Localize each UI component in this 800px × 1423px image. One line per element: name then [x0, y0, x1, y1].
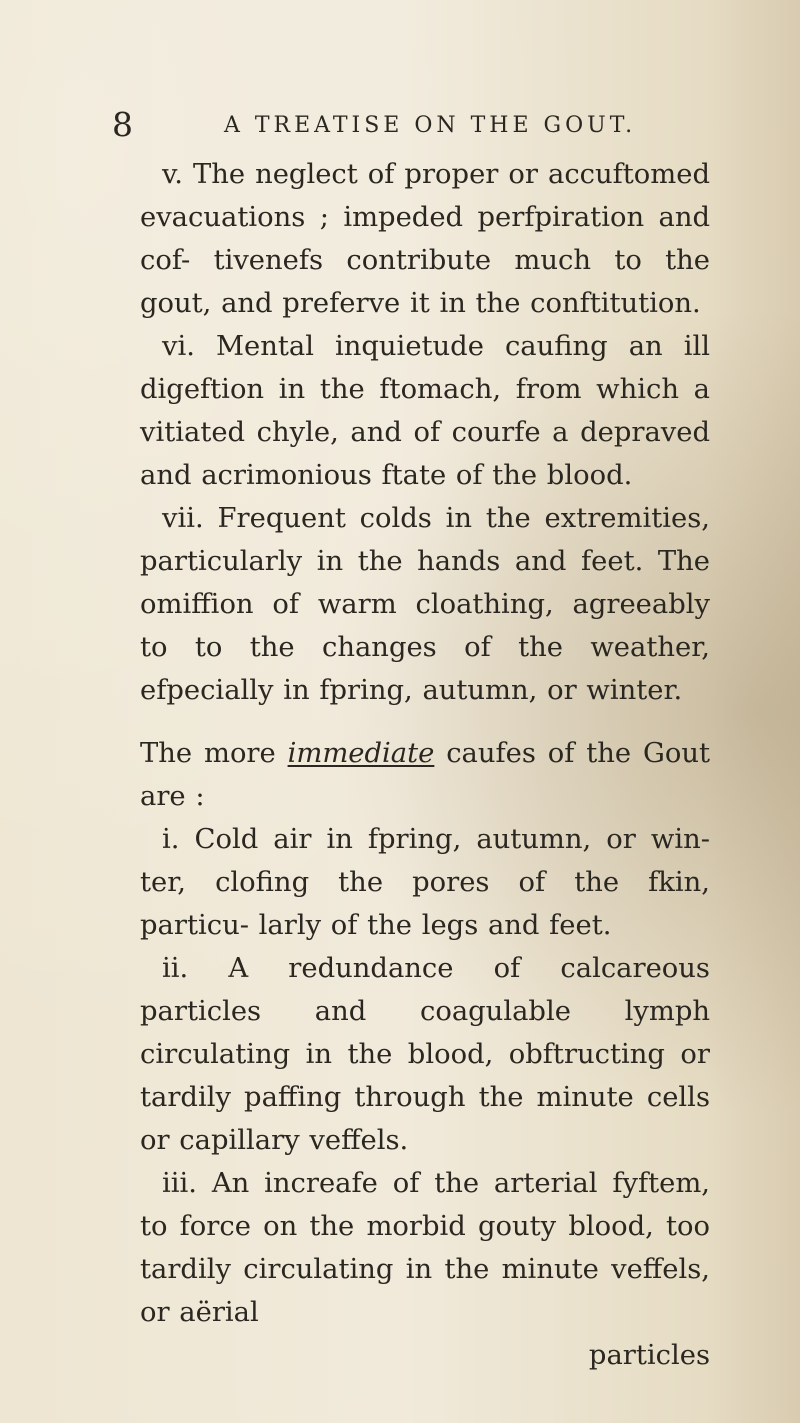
paragraph-cause-7: vii. Frequent colds in the extremities, particularly in the hands and feet. The omiffion of warm cloathing, agreeably to to the changes of the weather, efpecially in fpring, autumn, or winter. — [140, 503, 710, 706]
intro-text-before: The more — [140, 738, 288, 769]
catchword: particles — [588, 1340, 710, 1371]
page-header — [112, 105, 732, 145]
paragraph-immediate-cause-1: i. Cold air in fpring, autumn, or win- ter, clofing the pores of the fkin, particu- larly of the legs and feet. — [140, 824, 710, 941]
paragraph-immediate-causes-intro — [140, 732, 710, 818]
paragraph-cause-5: v. The neglect of proper or accuftomed evacuations ; impeded perfpiration and cof- tivenefs contribute much to the gout, and preferve it in the conftitution. — [140, 159, 710, 319]
body-text — [140, 153, 710, 1377]
paragraph-immediate-cause-2: ii. A redundance of calcareous particles and coagulable lymph circulating in the blood, obftructing or tardily paffing through the minute cells or capillary veffels. — [140, 953, 710, 1156]
page-number: 8 — [112, 105, 133, 144]
intro-text-after: caufes of the Gout are : — [140, 738, 710, 812]
paragraph-cause-6: vi. Mental inquietude caufing an ill digeftion in the ftomach, from which a vitiated chyle, and of courfe a depraved and acrimonious ftate of the blood. — [140, 331, 710, 491]
immediate-emphasis: immediate — [287, 738, 435, 769]
running-title: A TREATISE ON THE GOUT. — [224, 113, 637, 138]
paragraph-immediate-cause-3: iii. An increafe of the arterial fyftem, to force on the morbid gouty blood, too tardily circulating in the minute veffels, or aërial — [140, 1168, 710, 1328]
